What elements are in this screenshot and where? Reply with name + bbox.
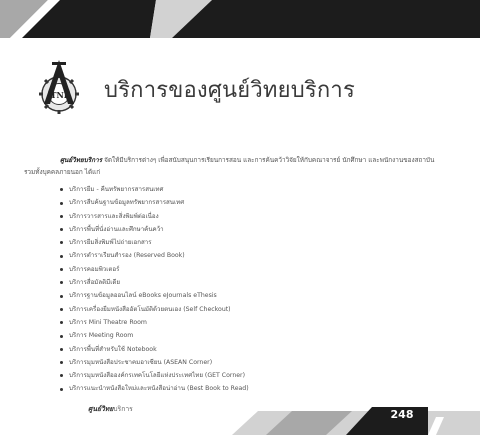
list-item-label: บริการคอมพิวเตอร์ bbox=[69, 265, 120, 273]
bullet-icon bbox=[60, 335, 63, 338]
list-item bbox=[60, 210, 249, 223]
bullet-icon bbox=[60, 188, 63, 191]
list-item-label: บริการฐานข้อมูลออนไลน์ eBooks eJournals eThesis bbox=[69, 292, 217, 300]
list-item bbox=[60, 343, 249, 356]
list-item bbox=[60, 316, 249, 329]
list-item bbox=[60, 276, 249, 289]
list-item-label: บริการมุมหนังสือประชาคมอาเซียน (ASEAN Corner) bbox=[69, 358, 213, 366]
bullet-icon bbox=[60, 374, 63, 377]
bullet-icon bbox=[60, 228, 63, 231]
list-item bbox=[60, 356, 249, 369]
bullet-icon bbox=[60, 295, 63, 298]
bullet-icon bbox=[60, 361, 63, 364]
bullet-icon bbox=[60, 308, 63, 311]
bullet-icon bbox=[60, 321, 63, 324]
bullet-icon bbox=[60, 348, 63, 351]
bullet-icon bbox=[60, 202, 63, 205]
list-item bbox=[60, 183, 249, 196]
intro-paragraph bbox=[24, 154, 456, 178]
list-item bbox=[60, 303, 249, 316]
header-band bbox=[0, 0, 480, 38]
list-item bbox=[60, 223, 249, 236]
list-item-label: บริการ Meeting Room bbox=[69, 332, 134, 340]
list-item bbox=[60, 236, 249, 249]
page-title: บริการของศูนย์วิทยบริการ bbox=[104, 78, 355, 103]
bullet-icon bbox=[60, 281, 63, 284]
list-item-label: บริการมุมหนังสือองค์กรเทคโนโลยีแห่งประเทศไทย (GET Corner) bbox=[69, 372, 246, 380]
list-item-label: บริการ Mini Theatre Room bbox=[69, 318, 147, 326]
intro-lead: ศูนย์วิทยบริการ bbox=[60, 156, 103, 164]
list-item bbox=[60, 369, 249, 382]
service-list bbox=[60, 183, 249, 396]
list-item-label: บริการพื้นที่สำหรับใช้ Notebook bbox=[69, 345, 157, 353]
list-item-label: บริการยืมสิ่งพิมพ์ไปถ่ายเอกสาร bbox=[69, 239, 152, 247]
list-item-label: บริการสืบค้นฐานข้อมูลทรัพยากรสารสนเทศ bbox=[69, 199, 185, 207]
tni-logo-icon bbox=[30, 58, 88, 120]
page-number: 248 bbox=[390, 408, 414, 421]
list-item-label: บริการยืม - คืนทรัพยากรสารสนเทศ bbox=[69, 186, 164, 193]
intro-line-2: รวมทั้งบุคคลภายนอก ได้แก่ bbox=[24, 168, 101, 176]
list-item-label: บริการเครื่องยืมหนังสืออัตโนมัติด้วยตนเอง (Self Checkout) bbox=[69, 305, 231, 313]
bullet-icon bbox=[60, 388, 63, 391]
header-band-dark-right bbox=[172, 0, 480, 38]
bullet-icon bbox=[60, 255, 63, 258]
footer-label bbox=[88, 403, 133, 414]
list-item-label: บริการตำราเรียนสำรอง (Reserved Book) bbox=[69, 252, 185, 260]
list-item bbox=[60, 289, 249, 302]
list-item bbox=[60, 329, 249, 342]
list-item bbox=[60, 263, 249, 276]
bullet-icon bbox=[60, 215, 63, 218]
list-item bbox=[60, 249, 249, 262]
list-item bbox=[60, 382, 249, 395]
list-item-label: บริการสื่อมัลติมีเดีย bbox=[69, 279, 121, 287]
footer-lead: ศูนย์วิทย bbox=[88, 405, 114, 413]
list-item bbox=[60, 196, 249, 209]
intro-text: จัดให้มีบริการต่างๆ เพื่อสนับสนุนการเรียนการสอน และการค้นคว้าวิจัยให้กับคณาจารย์ นักศึกษา และพนักงานของสถาบัน bbox=[102, 156, 435, 164]
intro-line-1 bbox=[24, 154, 456, 166]
bullet-icon bbox=[60, 268, 63, 271]
list-item-label: บริการวารสารและสิ่งพิมพ์ต่อเนื่อง bbox=[69, 212, 159, 220]
footer-rest: บริการ bbox=[113, 405, 133, 413]
logo-text: TNI bbox=[50, 90, 68, 100]
bullet-icon bbox=[60, 241, 63, 244]
list-item-label: บริการพื้นที่นั่งอ่านและศึกษาค้นคว้า bbox=[69, 225, 164, 233]
list-item-label: บริการแนะนำหนังสือใหม่และหนังสือน่าอ่าน (Best Book to Read) bbox=[69, 385, 249, 393]
